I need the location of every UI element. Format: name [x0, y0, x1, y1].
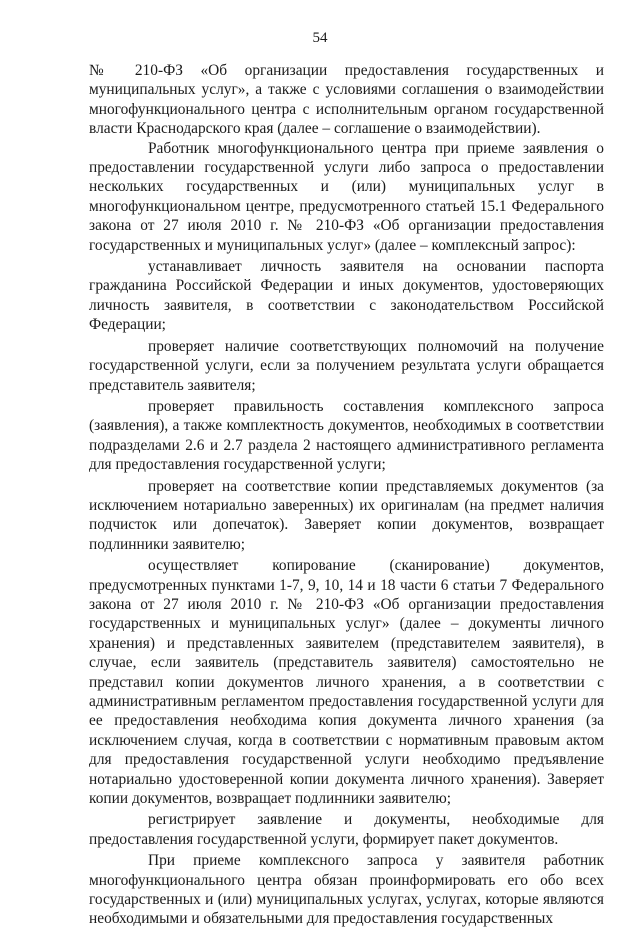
paragraph-mfc-worker: Работник многофункционального центра при приеме заявления о предоставлении государственной услуги либо запроса о предоставлении нескольких государственных и (или) муниципальных услуг в многофункциональном центре, предусмотренного статьей 15.1 Федерального закона от 27 июля 2010 г. № 210-ФЗ «Об организации предоставления государственных и муниципальных услуг» (далее – комплексный запрос): — [89, 139, 604, 254]
document-body — [89, 61, 604, 929]
paragraph-request-check: проверяет правильность составления комплексного запроса (заявления), а также комплектность документов, необходимых в соответствии подразделами 2.6 и 2.7 раздела 2 настоящего административного регламента для предоставления государственной услуги; — [89, 397, 604, 474]
paragraph-identity-check: устанавливает личность заявителя на основании паспорта гражданина Российской Федерации и иных документов, удостоверяющих личность заявителя, в соответствии с законодательством Российской Федерации; — [89, 258, 604, 334]
paragraph-copying-scanning: осуществляет копирование (сканирование) документов, предусмотренных пунктами 1-7, 9, 10, 14 и 18 части 6 статьи 7 Федерального закона от 27 июля 2010 г. № 210-ФЗ «Об организации предоставления государственных и муниципальных услуг» (далее – документы личного хранения) и представленных заявителем (представителем заявителя), в случае, если заявитель (представитель заявителя) самостоятельно не представил копии документов личного хранения, а в соответствии с административным регламентом предоставления государственной услуги для ее предоставления необходима копия документа личного хранения (за исключением случая, когда в соответствии с нормативным правовым актом для предоставления государственной услуги необходимо предъявление нотариально удостоверенной копии документа личного хранения). Заверяет копии документов, возвращает подлинники заявителю; — [89, 557, 604, 808]
paragraph-registration: регистрирует заявление и документы, необходимые для предоставления государственной услуги, формирует пакет документов. — [89, 811, 604, 848]
paragraph-continuation: № 210-ФЗ «Об организации предоставления государственных и муниципальных услуг», а также с условиями соглашения о взаимодействии многофункционального центра с исполнительным органом государственной власти Краснодарского края (далее – соглашение о взаимодействии). — [89, 62, 604, 138]
page-number: 54 — [312, 30, 328, 46]
paragraph-copy-verification: проверяет на соответствие копии представляемых документов (за исключением нотариально заверенных) их оригиналам (на предмет наличия подчисток или допечаток). Заверяет копии документов, возвращает подлинники заявителю; — [89, 477, 604, 553]
paragraph-authority-check: проверяет наличие соответствующих полномочий на получение государственной услуги, если за получением результата услуги обращается представитель заявителя; — [89, 337, 604, 394]
paragraph-complex-request-info: При приеме комплексного запроса у заявителя работник многофункционального центра обязан проинформировать его обо всех государственных и (или) муниципальных услугах, услугах, которые являются необходимыми и обязательными для предоставления государственных — [89, 852, 604, 928]
